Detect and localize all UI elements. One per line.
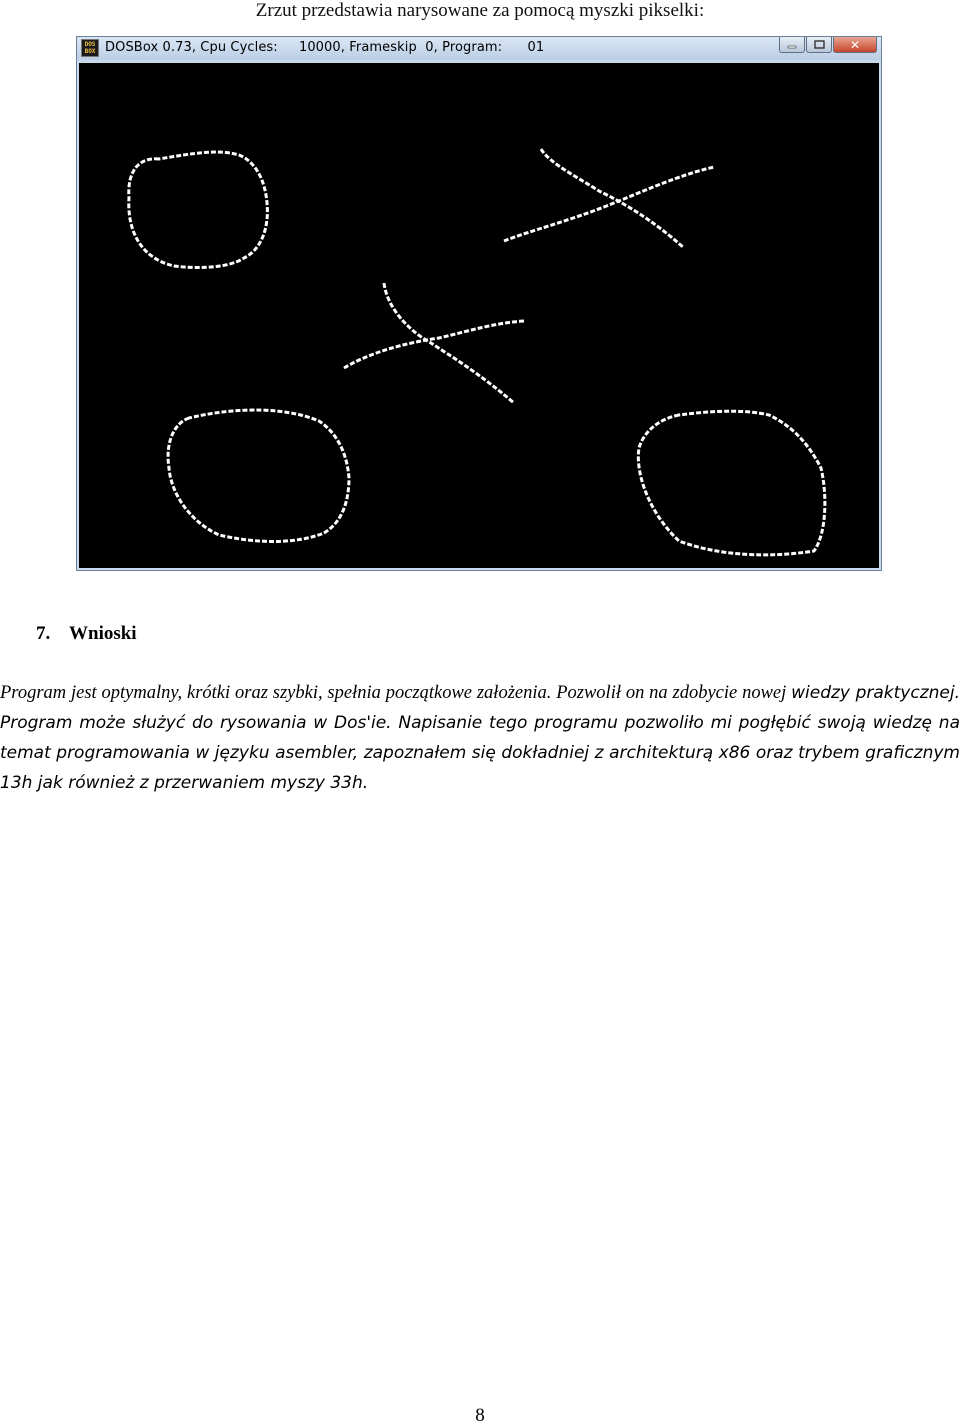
section-title: Wnioski [69, 623, 137, 644]
close-icon: ✕ [849, 37, 861, 52]
window-titlebar[interactable] [77, 37, 881, 60]
close-button[interactable] [833, 37, 877, 53]
drawn-x-top-right-stroke-1 [541, 149, 684, 248]
drawn-x-top-right-stroke-2 [504, 167, 714, 241]
page-number: 8 [475, 1405, 485, 1426]
maximize-button[interactable] [806, 37, 832, 53]
section-heading [36, 622, 137, 646]
conclusions-paragraph [0, 678, 960, 798]
dos-screen-canvas[interactable] [79, 63, 879, 568]
dosbox-app-icon[interactable]: DOS BOX [81, 39, 99, 57]
maximize-icon [814, 40, 825, 49]
drawing-svg [79, 63, 879, 568]
figure-caption: Zrzut przedstawia narysowane za pomocą myszki pikselki: [255, 0, 705, 21]
paragraph-part-2: wiedzy praktycznej. Program może służyć do rysowania w Dos'ie. Napisanie tego programu pozwoliło mi pogłębić swoją wiedzę na temat programowania w języku asembler, zapoznałem się dokładniej z architekturą x86 oraz trybem graficznym 13h jak również z przerwaniem myszy 33h. [0, 683, 960, 793]
paragraph-part-1: Program jest optymalny, krótki oraz szybki, spełnia początkowe założenia. Pozwolił on na zdobycie nowej [0, 683, 792, 703]
drawn-circle-bottom-right [638, 411, 825, 555]
drawn-circle-top-left [129, 152, 268, 267]
drawn-x-middle-stroke-1 [384, 283, 514, 403]
minimize-icon [787, 41, 797, 49]
drawn-circle-bottom-left [168, 410, 349, 541]
window-controls [778, 37, 877, 55]
drawn-x-middle-stroke-2 [344, 321, 524, 368]
window-title: DOSBox 0.73, Cpu Cycles: 10000, Frameskip 0, Program: 01 [105, 40, 545, 55]
minimize-button[interactable] [779, 37, 805, 53]
dosbox-window [76, 36, 882, 571]
section-number: 7. [36, 623, 51, 644]
